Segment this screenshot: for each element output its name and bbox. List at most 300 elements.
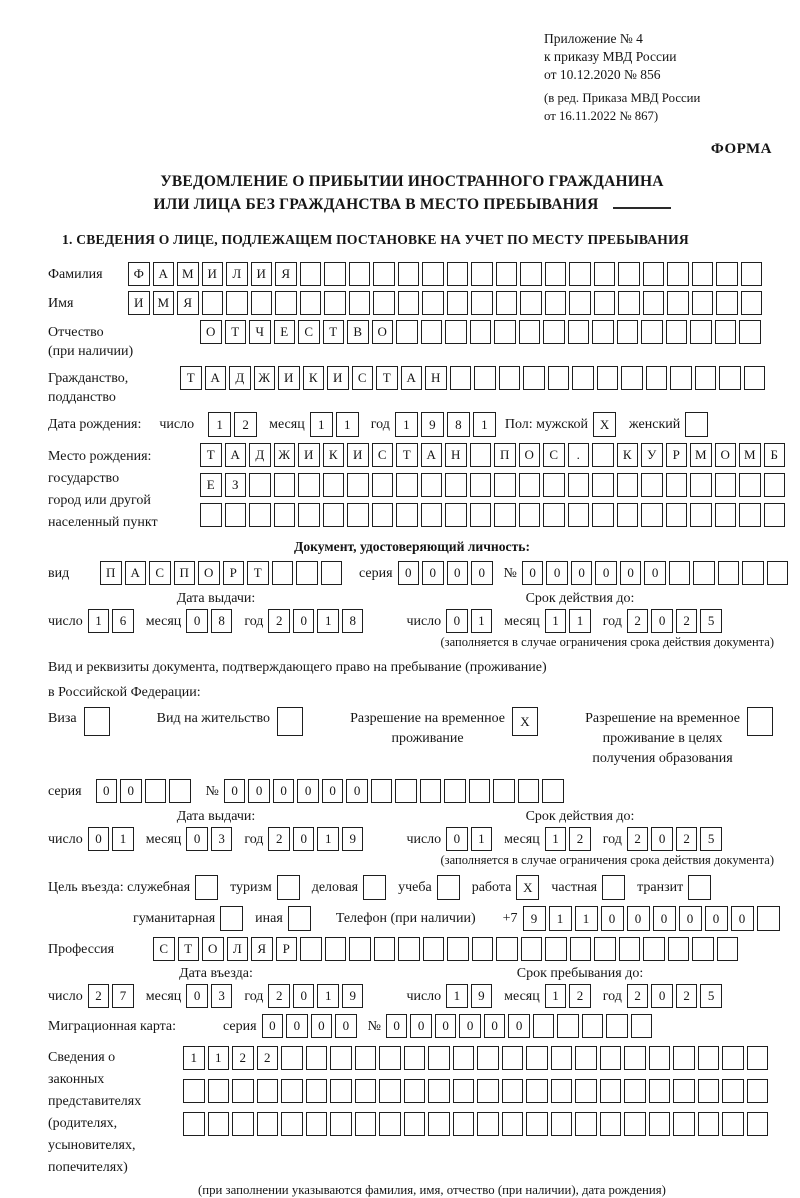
char-box[interactable]: 1 <box>317 984 339 1008</box>
char-box[interactable] <box>551 1112 573 1136</box>
char-box[interactable] <box>673 1079 695 1103</box>
char-box[interactable]: Т <box>178 937 200 961</box>
char-box[interactable]: И <box>278 366 300 390</box>
char-box[interactable]: 1 <box>317 827 339 851</box>
char-box[interactable] <box>600 1079 622 1103</box>
char-box[interactable]: 0 <box>435 1014 457 1038</box>
char-box[interactable]: X <box>516 875 539 900</box>
char-box[interactable] <box>355 1079 377 1103</box>
char-box[interactable] <box>496 291 518 315</box>
char-box[interactable] <box>372 473 394 497</box>
char-box[interactable]: И <box>327 366 349 390</box>
char-box[interactable]: М <box>153 291 175 315</box>
char-box[interactable]: Т <box>200 443 222 467</box>
char-box[interactable] <box>200 503 222 527</box>
char-box[interactable] <box>379 1112 401 1136</box>
char-box[interactable] <box>325 937 347 961</box>
char-box[interactable]: Ч <box>249 320 271 344</box>
char-box[interactable]: 1 <box>473 412 496 437</box>
char-box[interactable] <box>716 291 738 315</box>
char-box[interactable] <box>551 1079 573 1103</box>
char-box[interactable]: 3 <box>211 827 233 851</box>
char-box[interactable] <box>592 503 614 527</box>
char-box[interactable]: . <box>568 443 590 467</box>
char-box[interactable]: 0 <box>422 561 444 585</box>
char-box[interactable]: 1 <box>545 827 567 851</box>
char-box[interactable] <box>404 1046 426 1070</box>
char-box[interactable] <box>739 320 761 344</box>
char-box[interactable] <box>321 561 343 585</box>
char-box[interactable]: П <box>100 561 122 585</box>
char-box[interactable]: 2 <box>268 827 290 851</box>
char-box[interactable]: 0 <box>651 984 673 1008</box>
char-box[interactable]: А <box>225 443 247 467</box>
char-box[interactable] <box>619 937 641 961</box>
char-box[interactable] <box>363 875 386 900</box>
char-box[interactable]: П <box>494 443 516 467</box>
char-box[interactable] <box>323 473 345 497</box>
char-box[interactable]: И <box>298 443 320 467</box>
char-box[interactable] <box>374 937 396 961</box>
char-box[interactable]: И <box>251 262 273 286</box>
char-box[interactable]: 0 <box>446 609 468 633</box>
char-box[interactable] <box>274 503 296 527</box>
char-box[interactable] <box>668 937 690 961</box>
char-box[interactable] <box>624 1112 646 1136</box>
char-box[interactable] <box>421 503 443 527</box>
char-box[interactable] <box>477 1112 499 1136</box>
char-box[interactable] <box>372 503 394 527</box>
char-box[interactable] <box>428 1079 450 1103</box>
char-box[interactable] <box>300 291 322 315</box>
char-box[interactable] <box>398 937 420 961</box>
char-box[interactable]: 0 <box>186 609 208 633</box>
char-box[interactable] <box>543 503 565 527</box>
char-box[interactable]: 1 <box>446 984 468 1008</box>
char-box[interactable] <box>673 1112 695 1136</box>
char-box[interactable] <box>747 1046 769 1070</box>
char-box[interactable]: 1 <box>545 609 567 633</box>
char-box[interactable] <box>398 291 420 315</box>
char-box[interactable]: 2 <box>234 412 257 437</box>
char-box[interactable] <box>692 291 714 315</box>
char-box[interactable] <box>306 1079 328 1103</box>
char-box[interactable]: 0 <box>186 984 208 1008</box>
char-box[interactable] <box>502 1046 524 1070</box>
char-box[interactable]: 5 <box>700 609 722 633</box>
char-box[interactable] <box>641 320 663 344</box>
char-box[interactable]: И <box>202 262 224 286</box>
char-box[interactable] <box>715 473 737 497</box>
char-box[interactable] <box>502 1112 524 1136</box>
char-box[interactable] <box>183 1079 205 1103</box>
char-box[interactable] <box>347 473 369 497</box>
char-box[interactable]: 5 <box>700 827 722 851</box>
char-box[interactable] <box>225 503 247 527</box>
char-box[interactable] <box>649 1079 671 1103</box>
char-box[interactable] <box>281 1112 303 1136</box>
char-box[interactable]: 1 <box>545 984 567 1008</box>
char-box[interactable]: 0 <box>335 1014 357 1038</box>
char-box[interactable] <box>569 291 591 315</box>
char-box[interactable]: 2 <box>88 984 110 1008</box>
char-box[interactable] <box>493 779 515 803</box>
char-box[interactable]: 7 <box>112 984 134 1008</box>
char-box[interactable] <box>592 473 614 497</box>
char-box[interactable] <box>447 262 469 286</box>
char-box[interactable]: Н <box>425 366 447 390</box>
char-box[interactable]: 0 <box>651 609 673 633</box>
char-box[interactable]: 9 <box>523 906 546 931</box>
char-box[interactable]: 0 <box>679 906 702 931</box>
char-box[interactable] <box>281 1079 303 1103</box>
char-box[interactable]: 1 <box>88 609 110 633</box>
char-box[interactable] <box>597 366 619 390</box>
char-box[interactable] <box>477 1079 499 1103</box>
char-box[interactable] <box>202 291 224 315</box>
char-box[interactable] <box>688 875 711 900</box>
char-box[interactable] <box>277 875 300 900</box>
char-box[interactable] <box>444 779 466 803</box>
char-box[interactable] <box>526 1046 548 1070</box>
char-box[interactable]: А <box>401 366 423 390</box>
char-box[interactable]: 0 <box>88 827 110 851</box>
char-box[interactable]: 1 <box>569 609 591 633</box>
char-box[interactable] <box>226 291 248 315</box>
char-box[interactable] <box>698 1046 720 1070</box>
char-box[interactable]: О <box>198 561 220 585</box>
char-box[interactable]: 1 <box>208 1046 230 1070</box>
char-box[interactable]: 2 <box>627 984 649 1008</box>
char-box[interactable] <box>643 291 665 315</box>
char-box[interactable] <box>208 1112 230 1136</box>
char-box[interactable] <box>521 937 543 961</box>
char-box[interactable]: 1 <box>395 412 418 437</box>
char-box[interactable]: И <box>347 443 369 467</box>
char-box[interactable] <box>543 320 565 344</box>
char-box[interactable] <box>575 1046 597 1070</box>
char-box[interactable]: 1 <box>317 609 339 633</box>
char-box[interactable]: 0 <box>322 779 344 803</box>
char-box[interactable]: А <box>205 366 227 390</box>
char-box[interactable] <box>666 473 688 497</box>
char-box[interactable]: 2 <box>676 984 698 1008</box>
char-box[interactable]: 0 <box>620 561 642 585</box>
char-box[interactable]: 0 <box>293 609 315 633</box>
char-box[interactable] <box>453 1046 475 1070</box>
char-box[interactable]: Я <box>275 262 297 286</box>
char-box[interactable] <box>145 779 167 803</box>
char-box[interactable] <box>330 1046 352 1070</box>
char-box[interactable]: 0 <box>522 561 544 585</box>
char-box[interactable]: 0 <box>459 1014 481 1038</box>
char-box[interactable] <box>477 1046 499 1070</box>
char-box[interactable]: Я <box>177 291 199 315</box>
char-box[interactable] <box>445 473 467 497</box>
char-box[interactable] <box>300 937 322 961</box>
char-box[interactable] <box>499 366 521 390</box>
char-box[interactable]: X <box>512 707 538 736</box>
char-box[interactable]: 0 <box>286 1014 308 1038</box>
char-box[interactable] <box>422 262 444 286</box>
char-box[interactable] <box>470 320 492 344</box>
char-box[interactable]: О <box>200 320 222 344</box>
char-box[interactable] <box>437 875 460 900</box>
char-box[interactable]: А <box>153 262 175 286</box>
char-box[interactable] <box>692 262 714 286</box>
char-box[interactable] <box>423 937 445 961</box>
char-box[interactable] <box>669 561 691 585</box>
char-box[interactable] <box>496 937 518 961</box>
char-box[interactable] <box>594 262 616 286</box>
char-box[interactable]: 1 <box>575 906 598 931</box>
char-box[interactable]: 0 <box>293 984 315 1008</box>
char-box[interactable] <box>698 1079 720 1103</box>
char-box[interactable] <box>643 937 665 961</box>
char-box[interactable]: 0 <box>653 906 676 931</box>
char-box[interactable] <box>300 262 322 286</box>
char-box[interactable] <box>747 707 773 736</box>
char-box[interactable] <box>428 1046 450 1070</box>
char-box[interactable] <box>272 561 294 585</box>
char-box[interactable] <box>690 473 712 497</box>
char-box[interactable] <box>275 291 297 315</box>
char-box[interactable] <box>494 503 516 527</box>
char-box[interactable]: 1 <box>336 412 359 437</box>
char-box[interactable] <box>570 937 592 961</box>
char-box[interactable] <box>183 1112 205 1136</box>
char-box[interactable]: 2 <box>676 827 698 851</box>
char-box[interactable]: 2 <box>232 1046 254 1070</box>
char-box[interactable]: К <box>617 443 639 467</box>
char-box[interactable] <box>606 1014 628 1038</box>
char-box[interactable] <box>631 1014 653 1038</box>
char-box[interactable] <box>518 779 540 803</box>
char-box[interactable]: Т <box>396 443 418 467</box>
char-box[interactable]: И <box>128 291 150 315</box>
char-box[interactable] <box>600 1112 622 1136</box>
char-box[interactable] <box>618 291 640 315</box>
char-box[interactable]: 0 <box>96 779 118 803</box>
char-box[interactable] <box>649 1112 671 1136</box>
char-box[interactable] <box>643 262 665 286</box>
char-box[interactable] <box>355 1046 377 1070</box>
char-box[interactable] <box>496 262 518 286</box>
char-box[interactable] <box>323 503 345 527</box>
char-box[interactable]: С <box>149 561 171 585</box>
char-box[interactable] <box>232 1079 254 1103</box>
char-box[interactable]: 9 <box>421 412 444 437</box>
char-box[interactable] <box>523 366 545 390</box>
char-box[interactable] <box>618 262 640 286</box>
char-box[interactable] <box>420 779 442 803</box>
char-box[interactable] <box>767 561 789 585</box>
char-box[interactable] <box>747 1112 769 1136</box>
char-box[interactable] <box>667 262 689 286</box>
char-box[interactable]: 0 <box>346 779 368 803</box>
char-box[interactable]: 1 <box>310 412 333 437</box>
char-box[interactable]: 0 <box>262 1014 284 1038</box>
char-box[interactable] <box>349 937 371 961</box>
char-box[interactable]: 0 <box>651 827 673 851</box>
char-box[interactable] <box>641 473 663 497</box>
char-box[interactable] <box>169 779 191 803</box>
char-box[interactable]: О <box>519 443 541 467</box>
char-box[interactable] <box>472 937 494 961</box>
char-box[interactable]: 2 <box>569 984 591 1008</box>
char-box[interactable]: Н <box>445 443 467 467</box>
char-box[interactable]: Р <box>223 561 245 585</box>
char-box[interactable]: З <box>225 473 247 497</box>
char-box[interactable]: 2 <box>627 827 649 851</box>
char-box[interactable]: 9 <box>471 984 493 1008</box>
char-box[interactable] <box>646 366 668 390</box>
char-box[interactable] <box>695 366 717 390</box>
char-box[interactable] <box>569 262 591 286</box>
char-box[interactable] <box>470 443 492 467</box>
char-box[interactable] <box>330 1079 352 1103</box>
char-box[interactable]: 0 <box>297 779 319 803</box>
char-box[interactable] <box>422 291 444 315</box>
char-box[interactable] <box>551 1046 573 1070</box>
char-box[interactable] <box>543 473 565 497</box>
char-box[interactable]: 0 <box>705 906 728 931</box>
char-box[interactable] <box>288 906 311 931</box>
char-box[interactable] <box>557 1014 579 1038</box>
char-box[interactable] <box>195 875 218 900</box>
char-box[interactable] <box>428 1112 450 1136</box>
char-box[interactable] <box>447 291 469 315</box>
char-box[interactable] <box>698 1112 720 1136</box>
char-box[interactable] <box>533 1014 555 1038</box>
char-box[interactable]: 0 <box>293 827 315 851</box>
char-box[interactable] <box>592 320 614 344</box>
char-box[interactable] <box>666 320 688 344</box>
char-box[interactable] <box>373 291 395 315</box>
char-box[interactable]: 0 <box>410 1014 432 1038</box>
char-box[interactable]: 1 <box>549 906 572 931</box>
char-box[interactable] <box>373 262 395 286</box>
char-box[interactable] <box>281 1046 303 1070</box>
char-box[interactable]: 0 <box>644 561 666 585</box>
char-box[interactable]: 6 <box>112 609 134 633</box>
char-box[interactable] <box>494 473 516 497</box>
char-box[interactable] <box>298 503 320 527</box>
char-box[interactable] <box>666 503 688 527</box>
char-box[interactable] <box>575 1079 597 1103</box>
char-box[interactable] <box>568 473 590 497</box>
char-box[interactable]: 0 <box>398 561 420 585</box>
char-box[interactable]: Т <box>323 320 345 344</box>
char-box[interactable]: Ж <box>254 366 276 390</box>
char-box[interactable] <box>693 561 715 585</box>
char-box[interactable]: 2 <box>268 609 290 633</box>
char-box[interactable] <box>349 262 371 286</box>
char-box[interactable] <box>232 1112 254 1136</box>
char-box[interactable] <box>739 473 761 497</box>
char-box[interactable]: 0 <box>471 561 493 585</box>
char-box[interactable]: 0 <box>273 779 295 803</box>
char-box[interactable] <box>545 291 567 315</box>
char-box[interactable]: 0 <box>508 1014 530 1038</box>
char-box[interactable] <box>395 779 417 803</box>
char-box[interactable]: У <box>641 443 663 467</box>
char-box[interactable] <box>520 291 542 315</box>
char-box[interactable] <box>582 1014 604 1038</box>
char-box[interactable] <box>722 1046 744 1070</box>
char-box[interactable] <box>624 1079 646 1103</box>
char-box[interactable]: 9 <box>342 827 364 851</box>
char-box[interactable] <box>298 473 320 497</box>
char-box[interactable] <box>470 503 492 527</box>
char-box[interactable]: Р <box>666 443 688 467</box>
char-box[interactable] <box>379 1046 401 1070</box>
char-box[interactable] <box>548 366 570 390</box>
char-box[interactable]: О <box>715 443 737 467</box>
char-box[interactable] <box>469 779 491 803</box>
char-box[interactable] <box>742 561 764 585</box>
char-box[interactable] <box>519 503 541 527</box>
char-box[interactable] <box>445 503 467 527</box>
char-box[interactable]: С <box>543 443 565 467</box>
char-box[interactable] <box>474 366 496 390</box>
char-box[interactable] <box>690 320 712 344</box>
char-box[interactable] <box>594 291 616 315</box>
char-box[interactable] <box>575 1112 597 1136</box>
char-box[interactable] <box>617 320 639 344</box>
char-box[interactable]: Ф <box>128 262 150 286</box>
char-box[interactable]: 0 <box>571 561 593 585</box>
char-box[interactable] <box>717 937 739 961</box>
char-box[interactable]: 8 <box>447 412 470 437</box>
char-box[interactable]: 9 <box>342 984 364 1008</box>
char-box[interactable] <box>617 503 639 527</box>
char-box[interactable] <box>324 262 346 286</box>
char-box[interactable]: 0 <box>186 827 208 851</box>
char-box[interactable]: 1 <box>471 609 493 633</box>
char-box[interactable]: О <box>202 937 224 961</box>
char-box[interactable]: М <box>177 262 199 286</box>
char-box[interactable] <box>519 473 541 497</box>
char-box[interactable] <box>667 291 689 315</box>
char-box[interactable] <box>379 1079 401 1103</box>
char-box[interactable]: Р <box>276 937 298 961</box>
char-box[interactable]: 0 <box>546 561 568 585</box>
char-box[interactable]: 8 <box>342 609 364 633</box>
char-box[interactable] <box>542 779 564 803</box>
char-box[interactable]: 3 <box>211 984 233 1008</box>
char-box[interactable] <box>471 291 493 315</box>
char-box[interactable]: К <box>303 366 325 390</box>
char-box[interactable] <box>396 320 418 344</box>
char-box[interactable] <box>572 366 594 390</box>
char-box[interactable]: 0 <box>731 906 754 931</box>
char-box[interactable] <box>257 1079 279 1103</box>
char-box[interactable] <box>349 291 371 315</box>
char-box[interactable]: Д <box>229 366 251 390</box>
char-box[interactable]: 0 <box>601 906 624 931</box>
char-box[interactable] <box>692 937 714 961</box>
char-box[interactable]: 0 <box>120 779 142 803</box>
char-box[interactable] <box>617 473 639 497</box>
char-box[interactable] <box>526 1079 548 1103</box>
char-box[interactable] <box>670 366 692 390</box>
char-box[interactable] <box>519 320 541 344</box>
char-box[interactable] <box>396 473 418 497</box>
char-box[interactable]: Л <box>226 262 248 286</box>
char-box[interactable] <box>624 1046 646 1070</box>
char-box[interactable] <box>494 320 516 344</box>
